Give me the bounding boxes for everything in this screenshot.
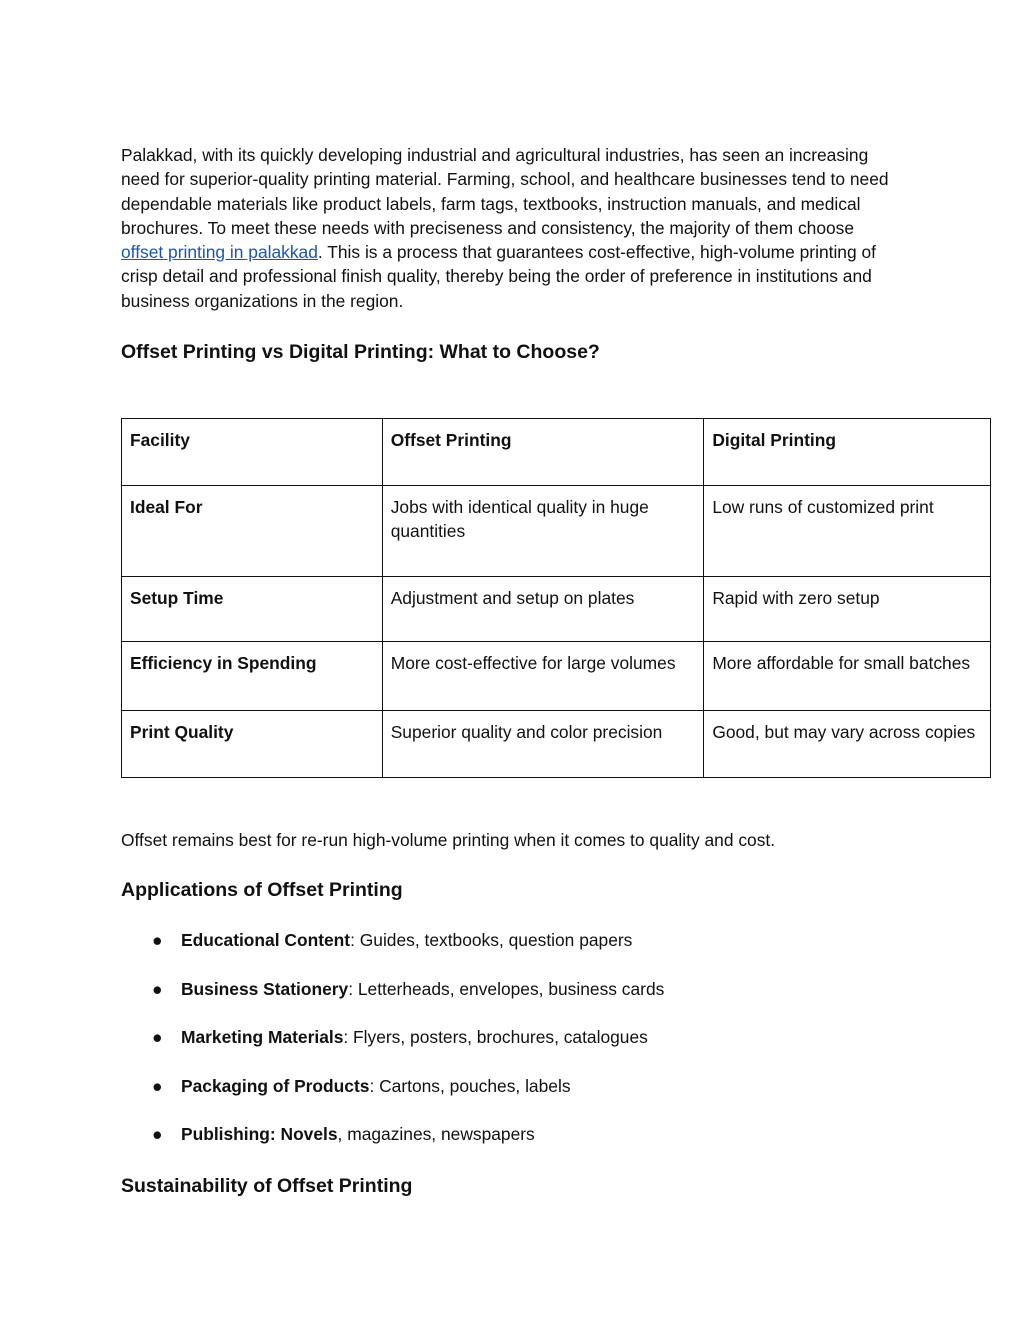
bullet-icon: ● bbox=[152, 1075, 163, 1096]
item-term: Packaging of Products bbox=[181, 1075, 370, 1096]
comparison-table bbox=[121, 418, 991, 778]
intro-text-after-link: . This is a process that guarantees cost-effective, high-volume printing of crisp detail and professional finish quality, thereby being the order of preference in institutions and business organizations in the region. bbox=[121, 242, 876, 311]
list-item bbox=[121, 1025, 664, 1074]
header-cell-facility: Facility bbox=[122, 419, 383, 486]
header-cell-digital: Digital Printing bbox=[704, 419, 991, 486]
list-item bbox=[121, 977, 664, 1026]
list-item bbox=[121, 1122, 664, 1171]
item-term: Educational Content bbox=[181, 930, 351, 950]
sustainability-heading: Sustainability of Offset Printing bbox=[121, 1175, 413, 1197]
digital-value-cell: Low runs of customized print bbox=[704, 486, 991, 577]
item-desc: : Letterheads, envelopes, business cards bbox=[348, 978, 665, 999]
row-label-cell: Print Quality bbox=[122, 711, 383, 778]
bullet-icon: ● bbox=[152, 1027, 163, 1048]
offset-value-cell: Jobs with identical quality in huge quantities bbox=[382, 486, 704, 577]
list-item bbox=[121, 928, 664, 977]
table-row bbox=[122, 577, 991, 642]
item-desc: : Cartons, pouches, labels bbox=[369, 1075, 571, 1096]
offset-value-cell: Adjustment and setup on plates bbox=[382, 577, 704, 642]
item-desc: : Flyers, posters, brochures, catalogues bbox=[343, 1027, 648, 1048]
offset-value-cell: More cost-effective for large volumes bbox=[382, 642, 704, 711]
digital-value-cell: Good, but may vary across copies bbox=[704, 711, 991, 778]
row-label-cell: Ideal For bbox=[122, 486, 383, 577]
item-desc: , magazines, newspapers bbox=[337, 1124, 535, 1145]
offset-printing-link[interactable]: offset printing in palakkad bbox=[121, 242, 318, 263]
bullet-icon: ● bbox=[152, 930, 163, 950]
list-item bbox=[121, 1074, 664, 1123]
table-row bbox=[122, 711, 991, 778]
applications-heading: Applications of Offset Printing bbox=[121, 879, 403, 901]
digital-value-cell: More affordable for small batches bbox=[704, 642, 991, 711]
row-label-cell: Setup Time bbox=[122, 577, 383, 642]
applications-list bbox=[121, 928, 664, 1171]
item-term: Marketing Materials bbox=[181, 1027, 344, 1048]
table-row bbox=[122, 642, 991, 711]
offset-value-cell: Superior quality and color precision bbox=[382, 711, 704, 778]
table-header-row bbox=[122, 419, 991, 486]
table-row bbox=[122, 486, 991, 577]
row-label-cell: Efficiency in Spending bbox=[122, 642, 383, 711]
header-cell-offset: Offset Printing bbox=[382, 419, 704, 486]
item-desc: : Guides, textbooks, question papers bbox=[350, 930, 633, 950]
item-term: Business Stationery bbox=[181, 978, 349, 999]
comparison-summary: Offset remains best for re-run high-volume printing when it comes to quality and cost. bbox=[121, 830, 776, 850]
intro-text-before-link: Palakkad, with its quickly developing industrial and agricultural industries, has seen an increasing need for superior-quality printing material. Farming, school, and healthcare businesses tend to need dependable materials like product labels, farm tags, textbooks, instruction manuals, and medical brochures. To meet these needs with preciseness and consistency, the majority of them choose bbox=[121, 145, 889, 238]
bullet-icon: ● bbox=[152, 978, 163, 999]
comparison-heading: Offset Printing vs Digital Printing: What to Choose? bbox=[121, 341, 600, 363]
digital-value-cell: Rapid with zero setup bbox=[704, 577, 991, 642]
intro-paragraph bbox=[121, 143, 891, 313]
item-term: Publishing: Novels bbox=[181, 1124, 338, 1145]
bullet-icon: ● bbox=[152, 1124, 163, 1145]
